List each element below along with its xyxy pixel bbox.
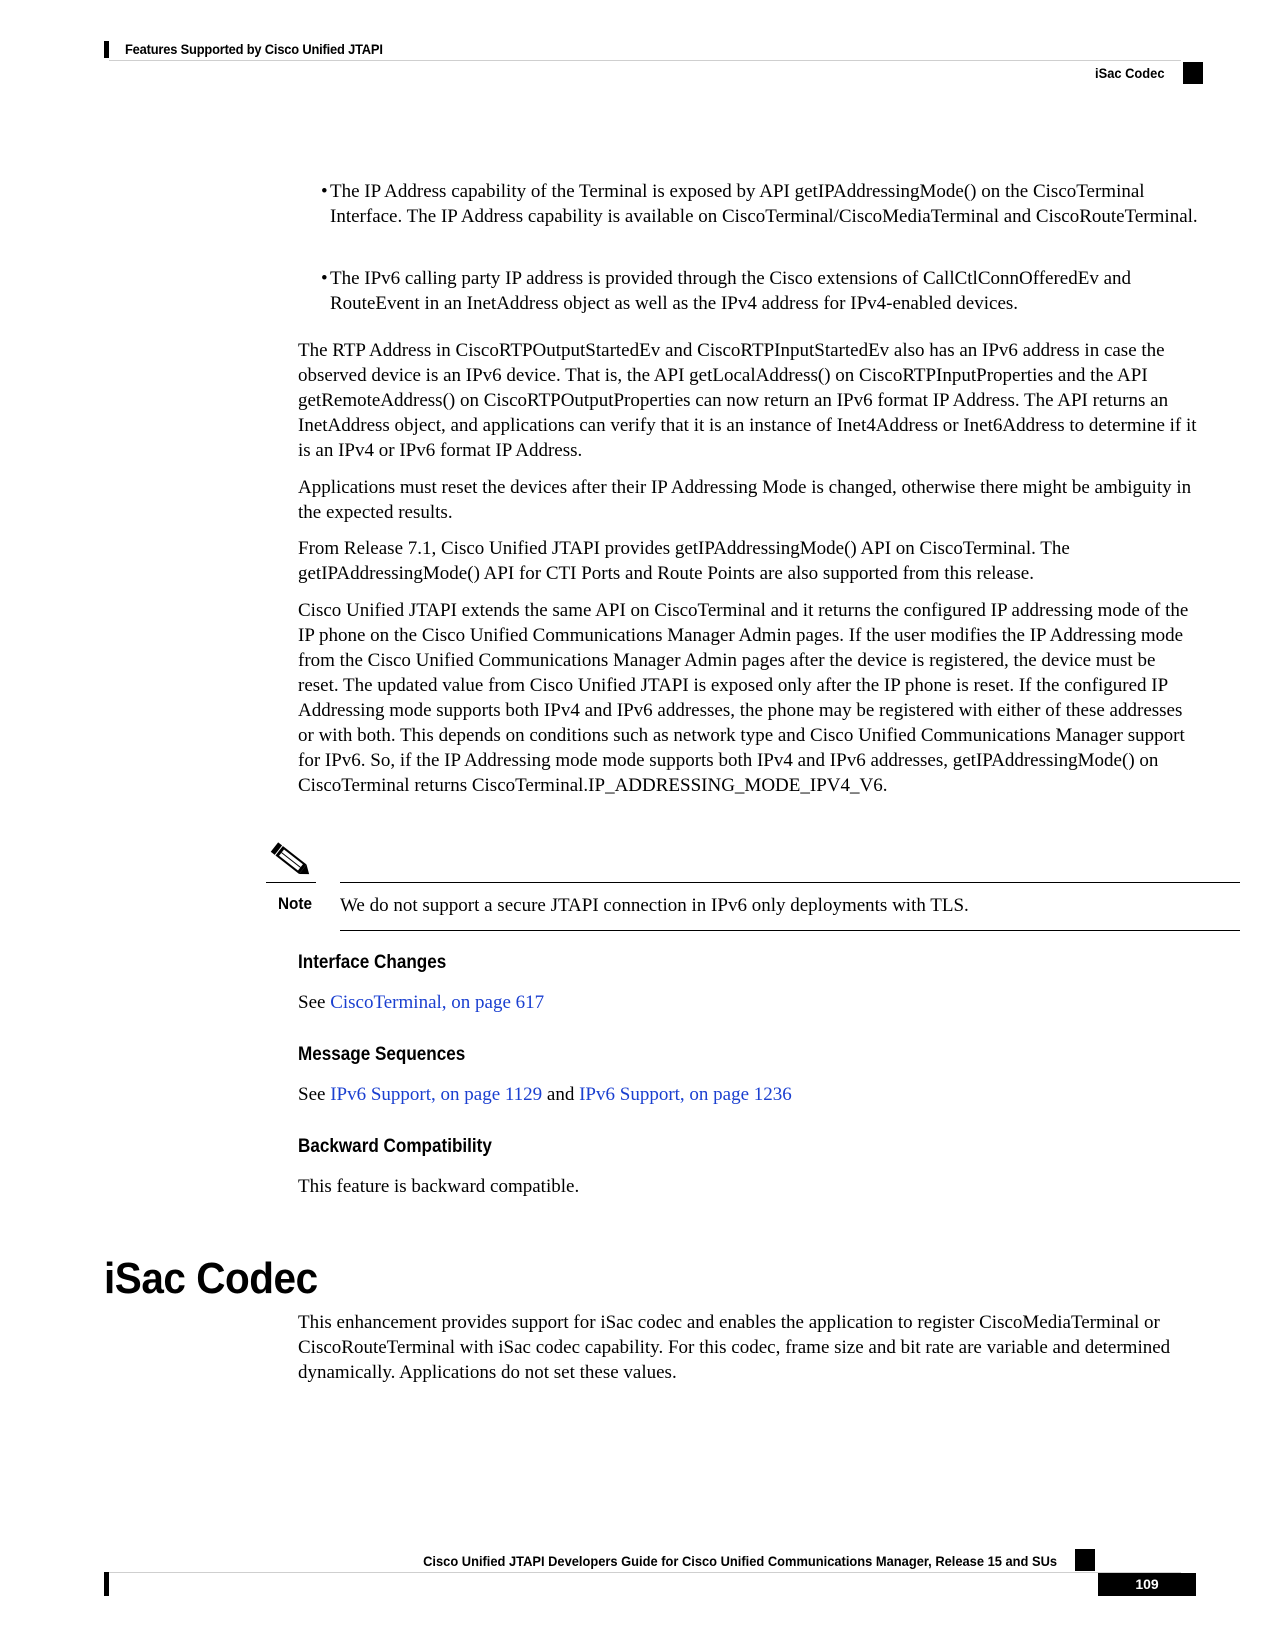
- footer-block: [1075, 1549, 1095, 1571]
- header-block: [1183, 62, 1203, 84]
- bullet-dot: •: [321, 268, 328, 289]
- isac-paragraph: This enhancement provides support for iSac codec and enables the application to register CiscoMediaTerminal or CiscoRouteTerminal with iSac codec capability. For this codec, frame size and bit rate are variable and determined dynamically. Applications do not set these values.: [298, 1312, 1171, 1383]
- ipv6-support-link-1236[interactable]: IPv6 Support, on page 1236: [579, 1084, 792, 1105]
- header-rule: [109, 60, 1181, 61]
- message-sequences-text: [298, 1082, 1198, 1107]
- pencil-icon: [266, 840, 316, 880]
- paragraph-text: From Release 7.1, Cisco Unified JTAPI provides getIPAddressingMode() API on CiscoTerminal. The getIPAddressingMode() API for CTI Ports and Route Points are also supported from this release.: [298, 538, 1070, 584]
- note-icon-rule: [266, 882, 316, 883]
- page-number: 109: [1098, 1573, 1196, 1596]
- paragraph: [298, 475, 1198, 525]
- bullet-dot: •: [321, 181, 328, 202]
- interface-changes-heading: Interface Changes: [298, 952, 447, 973]
- bullet-item: [321, 266, 1202, 316]
- message-sequences-heading: Message Sequences: [298, 1044, 466, 1065]
- footer-bar: [104, 1572, 109, 1596]
- footer-title: Cisco Unified JTAPI Developers Guide for Cisco Unified Communications Manager, Release 15 and SUs: [423, 1553, 1057, 1569]
- paragraph: [298, 536, 1198, 586]
- backward-compatibility-heading: Backward Compatibility: [298, 1136, 492, 1157]
- see-prefix: See: [298, 1084, 331, 1105]
- paragraph-text: The RTP Address in CiscoRTPOutputStartedEv and CiscoRTPInputStartedEv also has an IPv6 address in case the observed device is an IPv6 device. That is, the API getLocalAddress() on CiscoRTPInputProperties and the API getRemoteAddress() on CiscoRTPOutputProperties can now return an IPv6 format IP Address. The API returns an InetAddress object, and applications can verify that it is an instance of Inet4Address or Inet6Address to determine if it is an IPv4 or IPv6 format IP Address.: [298, 340, 1197, 461]
- backward-compatibility-text: This feature is backward compatible.: [298, 1176, 580, 1197]
- ipv6-support-link-1129[interactable]: IPv6 Support, on page 1129: [330, 1084, 543, 1105]
- paragraph: [298, 598, 1198, 798]
- footer-rule: [109, 1572, 1181, 1573]
- interface-changes-text: [298, 990, 1198, 1015]
- note-text: We do not support a secure JTAPI connection in IPv6 only deployments with TLS.: [340, 895, 969, 916]
- paragraph-text: Cisco Unified JTAPI extends the same API on CiscoTerminal and it returns the configured IP addressing mode of the IP phone on the Cisco Unified Communications Manager Admin pages. If the user modifies the IP Addressing mode from the Cisco Unified Communications Manager Admin pages after the device is registered, the device must be reset. The updated value from Cisco Unified JTAPI is exposed only after the IP phone is reset. If the configured IP Addressing mode supports both IPv4 and IPv6 addresses, the phone may be registered with either of these addresses or with both. This depends on conditions such as network type and Cisco Unified Communications Manager support for IPv6. So, if the IP Addressing mode mode supports both IPv4 and IPv6 addresses, getIPAddressingMode() on CiscoTerminal returns CiscoTerminal.IP_ADDRESSING_MODE_IPV4_V6.: [298, 600, 1189, 796]
- bullet-item: [321, 179, 1202, 229]
- bullet-text: The IPv6 calling party IP address is provided through the Cisco extensions of CallCtlConnOfferedEv and RouteEvent in an InetAddress object as well as the IPv4 address for IPv4-enabled devices.: [330, 268, 1132, 314]
- cisco-terminal-link[interactable]: CiscoTerminal, on page 617: [330, 992, 545, 1013]
- note-top-rule: [340, 882, 1240, 883]
- paragraph: [298, 338, 1198, 463]
- paragraph-text: Applications must reset the devices after their IP Addressing Mode is changed, otherwise there might be ambiguity in the expected results.: [298, 477, 1192, 523]
- see-prefix: See: [298, 992, 331, 1013]
- note-bottom-rule: [340, 930, 1240, 931]
- section-heading: iSac Codec: [104, 1254, 318, 1303]
- header-bar: [104, 41, 109, 58]
- note-label: Note: [278, 894, 313, 913]
- bullet-text: The IP Address capability of the Terminal is exposed by API getIPAddressingMode() on the CiscoTerminal Interface. The IP Address capability is available on CiscoTerminal/CiscoMediaTerminal and CiscoRouteTerminal.: [330, 181, 1198, 227]
- header-chapter-title: Features Supported by Cisco Unified JTAPI: [125, 41, 383, 57]
- and-text: and: [542, 1084, 580, 1105]
- header-section-title: iSac Codec: [1094, 65, 1164, 81]
